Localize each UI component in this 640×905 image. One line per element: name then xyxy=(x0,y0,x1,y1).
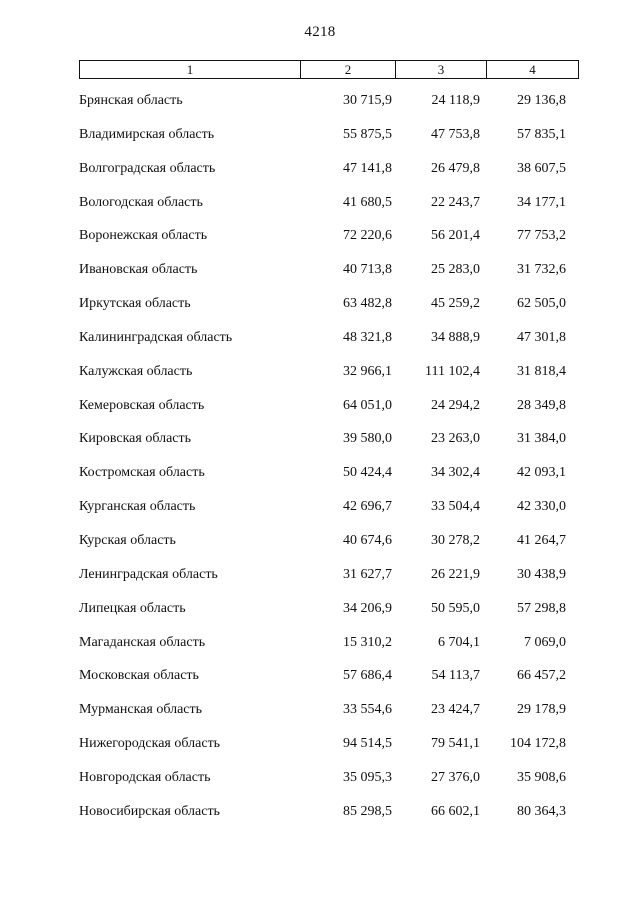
table-row xyxy=(79,667,574,701)
value-col-3: 24 118,9 xyxy=(431,93,480,108)
value-col-2: 94 514,5 xyxy=(343,736,392,752)
value-col-4: 62 505,0 xyxy=(517,296,566,312)
region-name: Кировская область xyxy=(79,431,192,447)
value-col-3: 34 888,9 xyxy=(431,329,480,345)
header-cell-4: 4 xyxy=(487,61,579,79)
table-row xyxy=(79,464,574,498)
value-col-3: 54 113,7 xyxy=(431,668,480,684)
table-row xyxy=(79,498,574,532)
value-col-3: 111 102,4 xyxy=(425,363,480,379)
region-name: Брянская область xyxy=(79,93,183,108)
table-row xyxy=(79,363,574,397)
header-cell-2: 2 xyxy=(301,61,396,79)
value-col-3: 6 704,1 xyxy=(438,634,480,650)
value-col-2: 85 298,5 xyxy=(343,803,392,819)
value-col-4: 57 835,1 xyxy=(517,126,566,142)
table-row xyxy=(79,701,574,735)
value-col-2: 41 680,5 xyxy=(343,194,392,210)
value-col-2: 40 674,6 xyxy=(343,532,392,548)
value-col-4: 31 384,0 xyxy=(517,431,566,447)
region-name: Московская область xyxy=(79,668,199,684)
table-row xyxy=(79,126,574,160)
table-row xyxy=(79,261,574,295)
table-row xyxy=(79,160,574,194)
value-col-2: 35 095,3 xyxy=(343,769,392,785)
value-col-2: 55 875,5 xyxy=(343,126,392,142)
region-name: Кемеровская область xyxy=(79,397,205,413)
region-name: Мурманская область xyxy=(79,702,203,718)
value-col-4: 42 093,1 xyxy=(517,465,566,481)
region-name: Ивановская область xyxy=(79,262,198,278)
page-number: 4218 xyxy=(304,24,336,40)
region-name: Волгоградская область xyxy=(79,160,216,176)
table-row xyxy=(79,430,574,464)
value-col-2: 32 966,1 xyxy=(343,363,392,379)
table-row xyxy=(79,227,574,261)
value-col-4: 29 178,9 xyxy=(517,702,566,718)
header-cell-3: 3 xyxy=(396,61,487,79)
region-name: Новгородская область xyxy=(79,769,211,785)
value-col-2: 57 686,4 xyxy=(343,668,392,684)
value-col-3: 33 504,4 xyxy=(431,499,480,515)
table-row xyxy=(79,600,574,634)
value-col-4: 57 298,8 xyxy=(517,600,566,616)
region-name: Иркутская область xyxy=(79,296,191,312)
value-col-2: 34 206,9 xyxy=(343,600,392,616)
value-col-2: 50 424,4 xyxy=(343,465,392,481)
value-col-2: 40 713,8 xyxy=(343,262,392,278)
table-row xyxy=(79,532,574,566)
value-col-4: 80 364,3 xyxy=(517,803,566,819)
value-col-3: 26 479,8 xyxy=(431,160,480,176)
region-name: Костромская область xyxy=(79,465,205,481)
value-col-2: 63 482,8 xyxy=(343,296,392,312)
value-col-3: 30 278,2 xyxy=(431,532,480,548)
table-row xyxy=(79,803,574,837)
region-name: Липецкая область xyxy=(79,600,186,616)
region-name: Вологодская область xyxy=(79,194,203,210)
value-col-2: 72 220,6 xyxy=(343,228,392,244)
value-col-3: 66 602,1 xyxy=(431,803,480,819)
table-row xyxy=(79,735,574,769)
value-col-4: 28 349,8 xyxy=(517,397,566,413)
value-col-2: 42 696,7 xyxy=(343,499,392,515)
table-header xyxy=(79,60,579,79)
value-col-3: 47 753,8 xyxy=(431,126,480,142)
value-col-4: 29 136,8 xyxy=(517,93,566,108)
value-col-2: 48 321,8 xyxy=(343,329,392,345)
region-name: Калужская область xyxy=(79,363,193,379)
value-col-3: 22 243,7 xyxy=(431,194,480,210)
region-name: Калининградская область xyxy=(79,329,233,345)
region-name: Нижегородская область xyxy=(79,736,221,752)
value-col-4: 34 177,1 xyxy=(517,194,566,210)
value-col-2: 64 051,0 xyxy=(343,397,392,413)
value-col-3: 50 595,0 xyxy=(431,600,480,616)
value-col-4: 30 438,9 xyxy=(517,566,566,582)
value-col-3: 45 259,2 xyxy=(431,296,480,312)
region-name: Новосибирская область xyxy=(79,803,220,819)
value-col-3: 34 302,4 xyxy=(431,465,480,481)
value-col-3: 26 221,9 xyxy=(431,566,480,582)
header-cell-1: 1 xyxy=(80,61,301,79)
value-col-4: 38 607,5 xyxy=(517,160,566,176)
value-col-2: 31 627,7 xyxy=(343,566,392,582)
value-col-2: 33 554,6 xyxy=(343,702,392,718)
value-col-3: 79 541,1 xyxy=(431,736,480,752)
region-name: Владимирская область xyxy=(79,126,215,142)
table-row xyxy=(79,397,574,431)
table-row xyxy=(79,295,574,329)
value-col-4: 31 818,4 xyxy=(517,363,566,379)
value-col-4: 31 732,6 xyxy=(517,262,566,278)
table-row xyxy=(79,92,574,126)
value-col-3: 27 376,0 xyxy=(431,769,480,785)
value-col-3: 23 424,7 xyxy=(431,702,480,718)
value-col-2: 47 141,8 xyxy=(343,160,392,176)
table-row xyxy=(79,566,574,600)
value-col-4: 7 069,0 xyxy=(524,634,566,650)
value-col-4: 47 301,8 xyxy=(517,329,566,345)
table-row xyxy=(79,769,574,803)
region-name: Курганская область xyxy=(79,499,196,515)
region-name: Курская область xyxy=(79,532,176,548)
header-row xyxy=(80,61,579,79)
value-col-4: 41 264,7 xyxy=(517,532,566,548)
value-col-3: 56 201,4 xyxy=(431,228,480,244)
value-col-3: 24 294,2 xyxy=(431,397,480,413)
value-col-4: 42 330,0 xyxy=(517,499,566,515)
value-col-2: 39 580,0 xyxy=(343,431,392,447)
value-col-4: 77 753,2 xyxy=(517,228,566,244)
region-name: Ленинградская область xyxy=(79,566,218,582)
table-body xyxy=(79,92,574,837)
value-col-4: 35 908,6 xyxy=(517,769,566,785)
table-row xyxy=(79,329,574,363)
table-row xyxy=(79,634,574,668)
value-col-4: 104 172,8 xyxy=(510,736,566,752)
value-col-3: 23 263,0 xyxy=(431,431,480,447)
table-row xyxy=(79,194,574,228)
value-col-2: 15 310,2 xyxy=(343,634,392,650)
value-col-3: 25 283,0 xyxy=(431,262,480,278)
region-name: Воронежская область xyxy=(79,228,208,244)
value-col-2: 30 715,9 xyxy=(343,93,392,108)
value-col-4: 66 457,2 xyxy=(517,668,566,684)
region-name: Магаданская область xyxy=(79,634,206,650)
